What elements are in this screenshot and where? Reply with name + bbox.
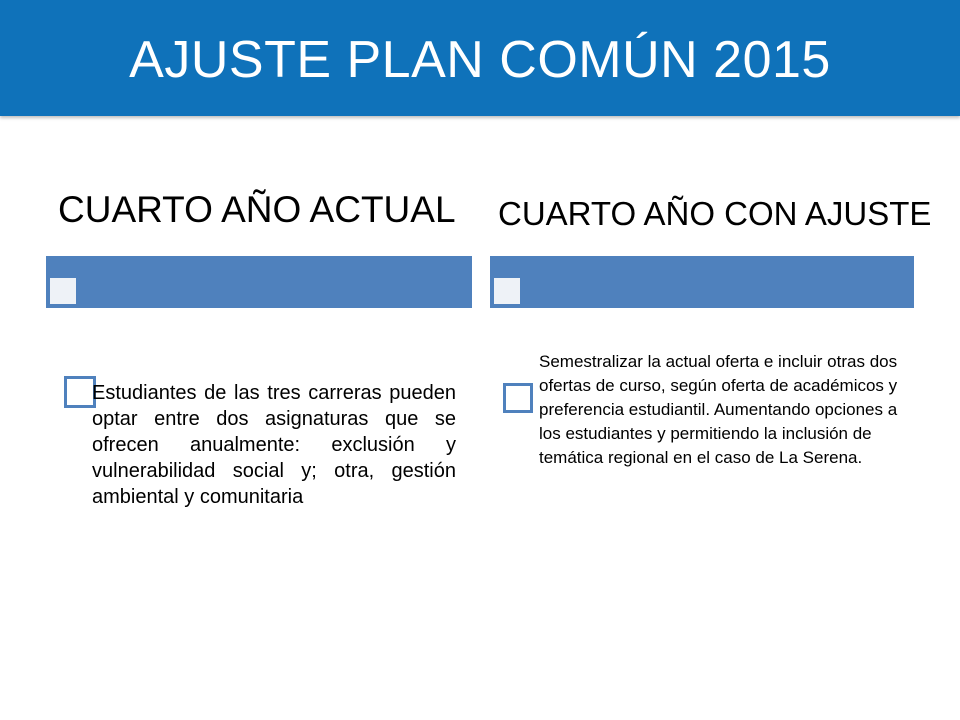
- slide-title: AJUSTE PLAN COMÚN 2015: [129, 31, 831, 89]
- bullet-square-icon: [503, 383, 533, 413]
- column-body-adjusted: Semestralizar la actual oferta e incluir otras dos ofertas de curso, según oferta de académicos y preferencia estudiantil. Aumentando opciones a los estudiantes y permitiendo la inclusión de temática regional en el caso de La Serena.: [539, 352, 898, 467]
- column-header-band-current: [46, 256, 472, 308]
- column-header-band-adjusted: [490, 256, 914, 308]
- title-bar: [0, 0, 960, 116]
- column-heading-current: CUARTO AÑO ACTUAL: [58, 189, 456, 230]
- band-square-icon: [50, 278, 76, 304]
- column-heading-adjusted: CUARTO AÑO CON AJUSTE: [498, 195, 932, 232]
- column-body-current: Estudiantes de las tres carreras pueden optar entre dos asignaturas que se ofrecen anualmente: exclusión y vulnerabilidad social y; otra, gestión ambiental y comunitaria: [92, 382, 456, 508]
- band-square-icon: [494, 278, 520, 304]
